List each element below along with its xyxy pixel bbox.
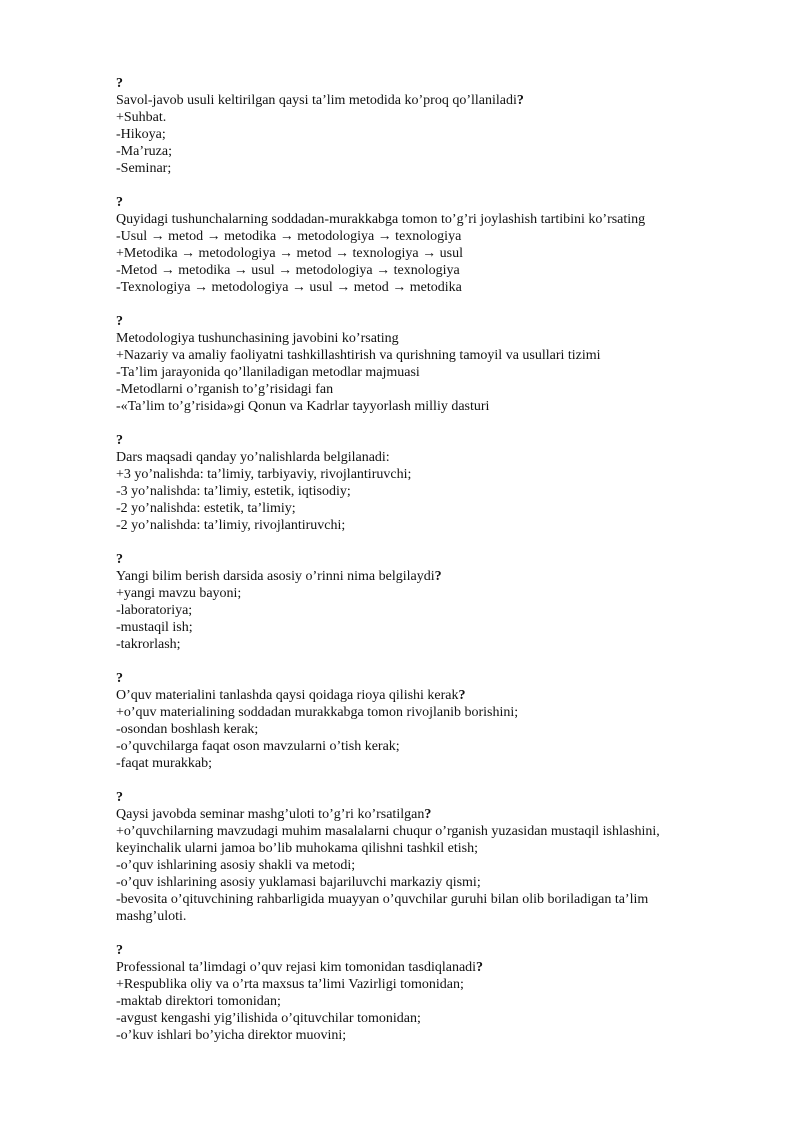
question-block [116, 942, 756, 1044]
question-marker: ? [116, 195, 123, 210]
question-block [116, 75, 756, 177]
answer-option: -o’kuv ishlari bo’yicha direktor muovini; [116, 1028, 347, 1043]
question-text: Metodologiya tushunchasining javobini ko’rsating [116, 331, 399, 346]
question-text: Yangi bilim berish darsida asosiy o’rinni nima belgilaydi? [116, 569, 442, 584]
answer-option: -Metod → metodika → usul → metodologiya → texnologiya [116, 263, 460, 278]
answer-option: -Seminar; [116, 161, 172, 176]
answer-option: -o’quv ishlarining asosiy yuklamasi bajariluvchi markaziy qismi; [116, 875, 481, 890]
question-block [116, 432, 756, 534]
answer-option: -Ta’lim jarayonida qo’llaniladigan metodlar majmuasi [116, 365, 420, 380]
answer-option: -o’quv ishlarining asosiy shakli va metodi; [116, 858, 356, 873]
answer-option: -2 yo’nalishda: ta’limiy, rivojlantiruvchi; [116, 518, 346, 533]
question-block [116, 789, 756, 925]
question-marker: ? [116, 433, 123, 448]
question-text: O’quv materialini tanlashda qaysi qoidaga rioya qilishi kerak? [116, 688, 466, 703]
question-block [116, 194, 756, 296]
answer-option: -o’quvchilarga faqat oson mavzularni o’tish kerak; [116, 739, 400, 754]
question-list [116, 75, 756, 1044]
answer-option: -bevosita o’qituvchining rahbarligida muayyan o’quvchilar guruhi bilan olib boriladigan ta’lim [116, 892, 649, 907]
answer-option: -«Ta’lim to’g’risida»gi Qonun va Kadrlar tayyorlash milliy dasturi [116, 399, 490, 414]
question-marker: ? [116, 790, 123, 805]
answer-option: +yangi mavzu bayoni; [116, 586, 242, 601]
answer-option: -Metodlarni o’rganish to’g’risidagi fan [116, 382, 334, 397]
answer-option: -2 yo’nalishda: estetik, ta’limiy; [116, 501, 296, 516]
question-marker: ? [116, 552, 123, 567]
answer-option: +Nazariy va amaliy faoliyatni tashkillashtirish va qurishning tamoyil va usullari tizimi [116, 348, 601, 363]
question-block [116, 670, 756, 772]
question-text: Savol-javob usuli keltirilgan qaysi ta’lim metodida ko’proq qo’llaniladi? [116, 93, 524, 108]
answer-option: +Respublika oliy va o’rta maxsus ta’limi Vazirligi tomonidan; [116, 977, 464, 992]
answer-option: +Metodika → metodologiya → metod → texnologiya → usul [116, 246, 463, 261]
question-block [116, 551, 756, 653]
question-block [116, 313, 756, 415]
answer-option: -laboratoriya; [116, 603, 193, 618]
answer-option-continuation: mashg’uloti. [116, 909, 187, 924]
question-marker: ? [116, 943, 123, 958]
answer-option: -3 yo’nalishda: ta’limiy, estetik, iqtisodiy; [116, 484, 351, 499]
answer-option: +3 yo’nalishda: ta’limiy, tarbiyaviy, rivojlantiruvchi; [116, 467, 412, 482]
answer-option: -maktab direktori tomonidan; [116, 994, 281, 1009]
question-text: Qaysi javobda seminar mashg’uloti to’g’ri ko’rsatilgan? [116, 807, 432, 822]
answer-option: -takrorlash; [116, 637, 181, 652]
answer-option: -osondan boshlash kerak; [116, 722, 259, 737]
question-text: Dars maqsadi qanday yo’nalishlarda belgilanadi: [116, 450, 390, 465]
answer-option: +Suhbat. [116, 110, 167, 125]
answer-option: -faqat murakkab; [116, 756, 213, 771]
answer-option: +o’quvchilarning mavzudagi muhim masalalarni chuqur o’rganish yuzasidan mustaqil ishlashini, [116, 824, 660, 839]
question-marker: ? [116, 671, 123, 686]
answer-option: -Hikoya; [116, 127, 166, 142]
question-text: Quyidagi tushunchalarning soddadan-murakkabga tomon to’g’ri joylashish tartibini ko’rsating [116, 212, 646, 227]
answer-option: +o’quv materialining soddadan murakkabga tomon rivojlanib borishini; [116, 705, 519, 720]
answer-option: -avgust kengashi yig’ilishida o’qituvchilar tomonidan; [116, 1011, 421, 1026]
answer-option-continuation: keyinchalik ularni jamoa bo’lib muhokama qilishni tashkil etish; [116, 841, 478, 856]
answer-option: -Ma’ruza; [116, 144, 172, 159]
question-marker: ? [116, 314, 123, 329]
answer-option: -mustaqil ish; [116, 620, 193, 635]
question-marker: ? [116, 76, 123, 91]
answer-option: -Texnologiya → metodologiya → usul → metod → metodika [116, 280, 462, 295]
question-text: Professional ta’limdagi o’quv rejasi kim tomonidan tasdiqlanadi? [116, 960, 484, 975]
answer-option: -Usul → metod → metodika → metodologiya → texnologiya [116, 229, 462, 244]
